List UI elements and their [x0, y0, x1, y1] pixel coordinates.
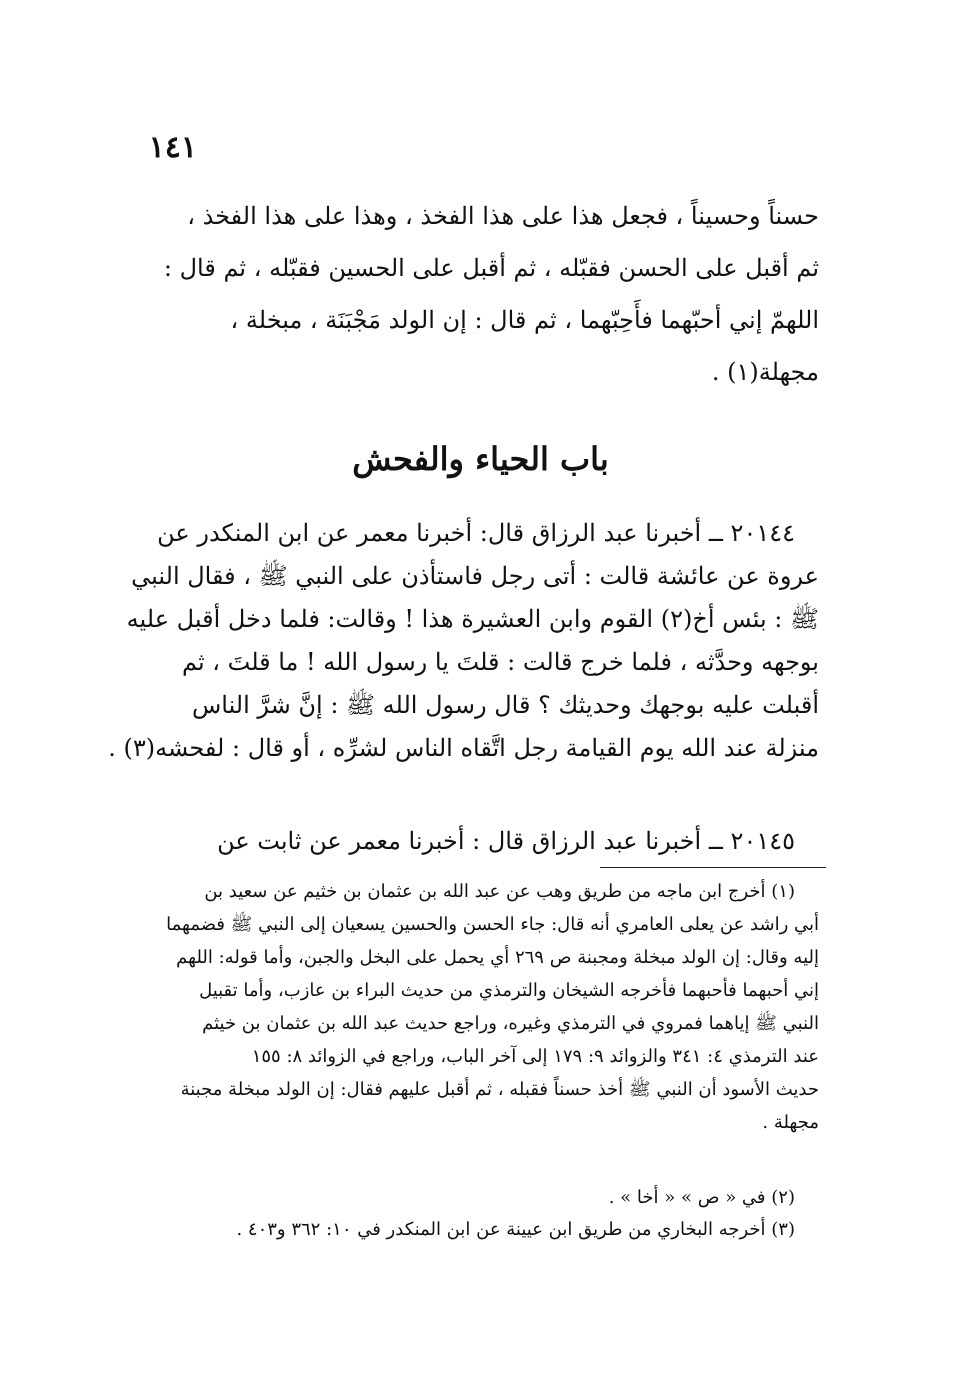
page-number: ١٤١ — [148, 130, 197, 165]
text-line: ٢٠١٤٤ ــ أخبرنا عبد الرزاق قال: أخبرنا معمر عن ابن المنكدر عن — [157, 519, 795, 547]
hadith-20145 — [139, 818, 819, 864]
text-line: بوجهه وحدَّثه ، فلما خرج قالت : قلتَ يا رسول الله ! ما قلتَ ، ثم — [181, 648, 819, 676]
footnote-2 — [139, 1182, 819, 1214]
text-line: ثم أقبل على الحسن فقبّله ، ثم أقبل على الحسين فقبّله ، ثم قال : — [163, 254, 819, 282]
footnote-line: مجهلة . — [762, 1112, 819, 1133]
footnote-line: (١) أخرج ابن ماجه من طريق وهب عن عبد الله بن عثمان بن خثيم عن سعيد بن — [204, 881, 795, 902]
footnote-line: إليه وقال: إن الولد مبخلة ومجبنة ص ٢٦٩ أي يحمل على البخل والجبن، وأما قوله: اللهم — [176, 947, 819, 968]
section-heading: باب الحياء والفحش — [352, 440, 609, 478]
text-line: عروة عن عائشة قالت : أتى رجل فاستأذن على النبي ﷺ ، فقال النبي — [131, 562, 819, 590]
text-line: مجهلة(١) . — [711, 358, 819, 386]
text-line: منزلة عند الله يوم القيامة رجل اتَّقاه الناس لشرِّه ، أو قال : لفحشه(٣) . — [108, 734, 819, 762]
footnote-line: حديث الأسود أن النبي ﷺ أخذ حسناً فقبله ، ثم أقبل عليهم فقال: إن الولد مبخلة مجبنة — [180, 1079, 819, 1100]
text-line: أقبلت عليه بوجهك وحديثك ؟ قال رسول الله ﷺ : إنَّ شرَّ الناس — [191, 691, 819, 719]
footnote-3 — [139, 1214, 819, 1246]
footnote-line: (٢) في « ص » « أخا » . — [608, 1187, 795, 1208]
footnote-line: أبي راشد عن يعلى العامري أنه قال: جاء الحسن والحسين يسعيان إلى النبي ﷺ فضمهما — [166, 914, 819, 935]
footnote-1 — [139, 875, 819, 1139]
text-line: ٢٠١٤٥ ــ أخبرنا عبد الرزاق قال : أخبرنا معمر عن ثابت عن — [217, 827, 795, 855]
text-line: اللهمّ إني أحبّهما فأَحِبّهما ، ثم قال : إن الولد مَجْبَنَة ، مبخلة ، — [230, 306, 819, 334]
footnote-divider — [600, 867, 826, 868]
hadith-20144 — [108, 512, 819, 770]
footnote-line: عند الترمذي ٤: ٣٤١ والزوائد ٩: ١٧٩ إلى آخر الباب، وراجع في الزوائد ٨: ١٥٥ — [251, 1046, 819, 1067]
text-line: حسناً وحسيناً ، فجعل هذا على هذا الفخذ ، وهذا على هذا الفخذ ، — [187, 202, 819, 230]
footnote-line: النبي ﷺ إياهما فمروي في الترمذي وغيره، وراجع حديث عبد الله بن عثمان بن خيثم — [202, 1013, 819, 1034]
intro-paragraph — [139, 190, 819, 398]
footnote-line: إني أحبهما فأحبهما فأخرجه الشيخان والترمذي من حديث البراء بن عازب، وأما تقبيل — [199, 980, 819, 1001]
text-line: ﷺ : بئس أخ(٢) القوم وابن العشيرة هذا ! وقالت: فلما دخل أقبل عليه — [126, 605, 819, 633]
footnote-line: (٣) أخرجه البخاري من طريق ابن عيينة عن ابن المنكدر في ١٠: ٣٦٢ و٤٠٣ . — [236, 1219, 795, 1240]
